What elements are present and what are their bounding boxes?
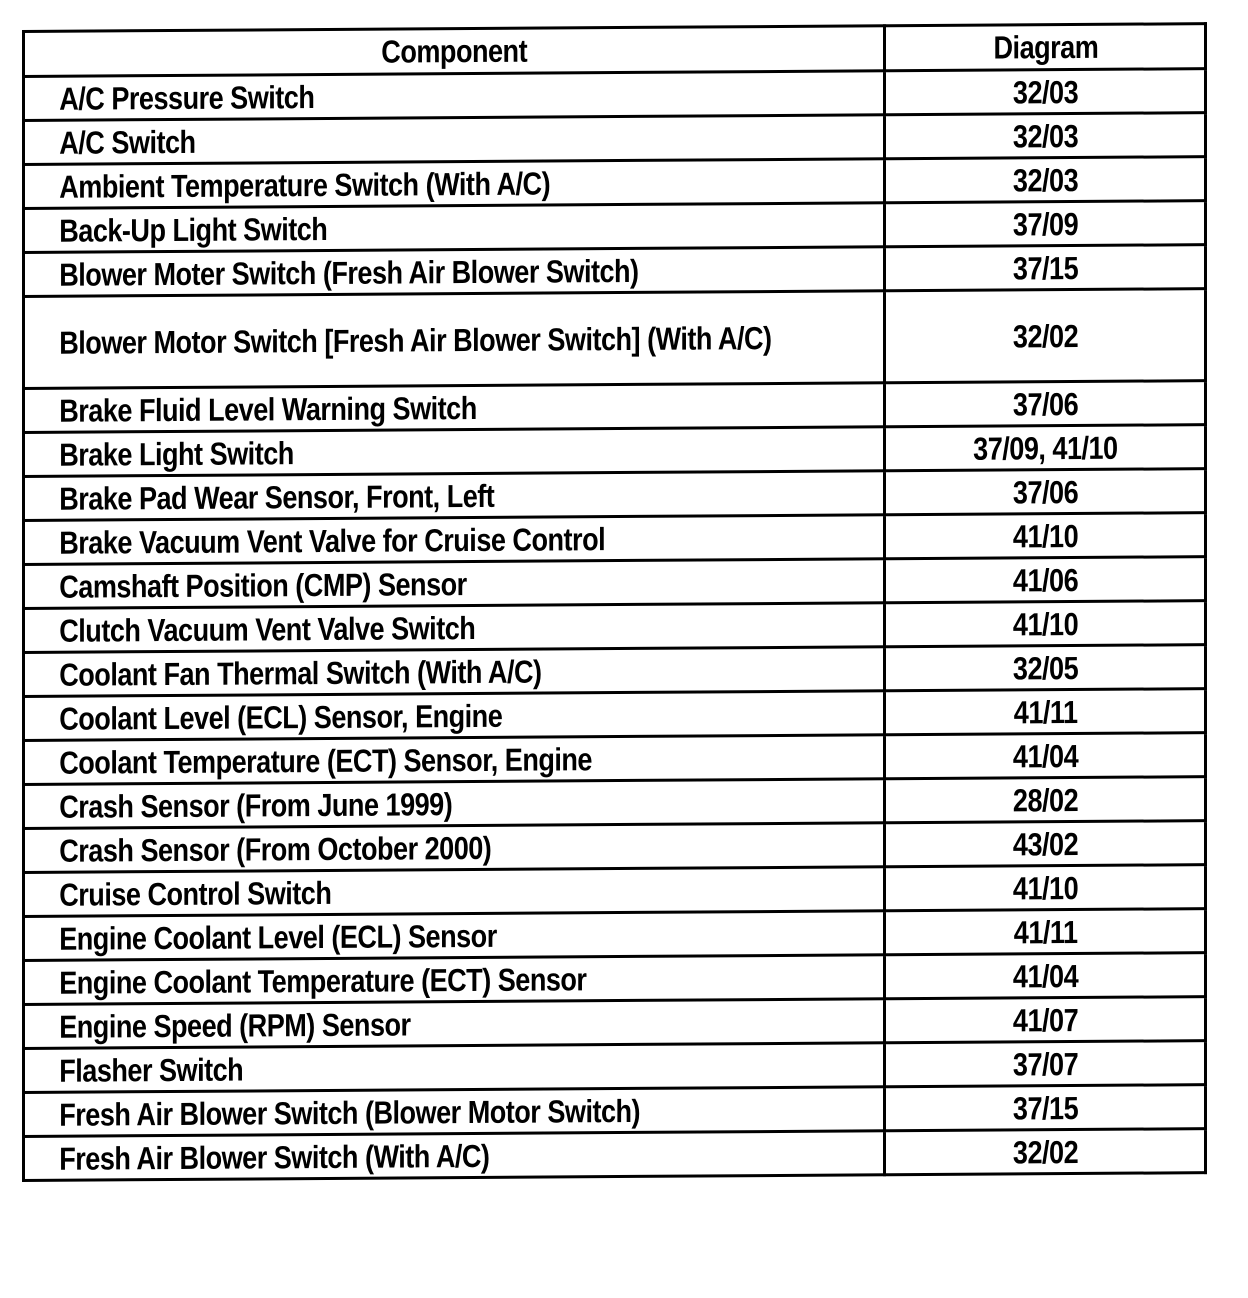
table-row <box>24 733 1206 785</box>
component-cell: A/C Pressure Switch <box>49 71 858 120</box>
component-cell: Engine Coolant Level (ECL) Sensor <box>49 911 858 960</box>
component-cell: A/C Switch <box>49 115 858 164</box>
table-row <box>24 381 1206 433</box>
table-row <box>24 157 1206 209</box>
table-row <box>24 865 1206 917</box>
diagram-cell: 32/02 <box>894 1129 1196 1175</box>
component-cell: Crash Sensor (From October 2000) <box>49 823 858 872</box>
table-row <box>24 289 1206 389</box>
component-cell: Coolant Fan Thermal Switch (With A/C) <box>49 647 858 696</box>
component-cell: Engine Speed (RPM) Sensor <box>49 999 858 1048</box>
component-cell: Crash Sensor (From June 1999) <box>49 779 858 828</box>
table-row <box>24 953 1206 1005</box>
diagram-cell: 41/10 <box>894 865 1196 911</box>
diagram-cell: 41/04 <box>894 733 1196 779</box>
column-header-component: Component <box>49 26 858 76</box>
component-diagram-table-wrapper <box>22 30 1204 1182</box>
table-row <box>24 645 1206 697</box>
table-row <box>24 1129 1206 1181</box>
diagram-cell: 37/06 <box>894 381 1196 427</box>
table-row <box>24 777 1206 829</box>
component-cell: Coolant Level (ECL) Sensor, Engine <box>49 691 858 740</box>
diagram-cell: 37/15 <box>894 245 1196 291</box>
diagram-cell: 41/07 <box>894 997 1196 1043</box>
component-cell: Back-Up Light Switch <box>49 203 858 252</box>
diagram-cell: 37/07 <box>894 1041 1196 1087</box>
component-cell: Brake Vacuum Vent Valve for Cruise Control <box>49 515 858 564</box>
diagram-cell: 41/11 <box>894 689 1196 735</box>
diagram-cell: 41/10 <box>894 601 1196 647</box>
diagram-cell: 37/09, 41/10 <box>894 425 1196 471</box>
component-cell: Engine Coolant Temperature (ECT) Sensor <box>49 955 858 1004</box>
table-row <box>24 469 1206 521</box>
table-row <box>24 69 1206 121</box>
diagram-cell: 41/11 <box>894 909 1196 955</box>
diagram-cell: 32/05 <box>894 645 1196 691</box>
table-row <box>24 113 1206 165</box>
diagram-cell: 32/03 <box>894 69 1196 115</box>
table-row <box>24 557 1206 609</box>
diagram-cell: 37/09 <box>894 201 1196 247</box>
diagram-cell: 32/02 <box>894 289 1196 383</box>
table-row <box>24 245 1206 297</box>
component-diagram-table <box>22 22 1207 1182</box>
diagram-cell: 32/03 <box>894 113 1196 159</box>
diagram-cell: 37/15 <box>894 1085 1196 1131</box>
table-row <box>24 1041 1206 1093</box>
diagram-cell: 28/02 <box>894 777 1196 823</box>
table-row <box>24 909 1206 961</box>
table-row <box>24 1085 1206 1137</box>
diagram-cell: 32/03 <box>894 157 1196 203</box>
component-cell: Blower Motor Switch [Fresh Air Blower Switch] (With A/C) <box>49 291 858 388</box>
diagram-cell: 41/06 <box>894 557 1196 603</box>
diagram-cell: 41/10 <box>894 513 1196 559</box>
component-cell: Fresh Air Blower Switch (Blower Motor Switch) <box>49 1087 858 1136</box>
table-row <box>24 821 1206 873</box>
component-cell: Brake Fluid Level Warning Switch <box>49 383 858 432</box>
component-cell: Cruise Control Switch <box>49 867 858 916</box>
table-row <box>24 689 1206 741</box>
table-row <box>24 513 1206 565</box>
component-cell: Ambient Temperature Switch (With A/C) <box>49 159 858 208</box>
table-row <box>24 425 1206 477</box>
component-cell: Brake Light Switch <box>49 427 858 476</box>
component-cell: Clutch Vacuum Vent Valve Switch <box>49 603 858 652</box>
diagram-cell: 43/02 <box>894 821 1196 867</box>
diagram-cell: 41/04 <box>894 953 1196 999</box>
table-row <box>24 601 1206 653</box>
table-header-row <box>24 24 1206 77</box>
component-cell: Coolant Temperature (ECT) Sensor, Engine <box>49 735 858 784</box>
table-row <box>24 997 1206 1049</box>
column-header-diagram: Diagram <box>894 24 1196 71</box>
component-cell: Fresh Air Blower Switch (With A/C) <box>49 1131 858 1180</box>
component-cell: Brake Pad Wear Sensor, Front, Left <box>49 471 858 520</box>
component-cell: Flasher Switch <box>49 1043 858 1092</box>
component-cell: Camshaft Position (CMP) Sensor <box>49 559 858 608</box>
component-cell: Blower Moter Switch (Fresh Air Blower Switch) <box>49 247 858 296</box>
diagram-cell: 37/06 <box>894 469 1196 515</box>
table-row <box>24 201 1206 253</box>
